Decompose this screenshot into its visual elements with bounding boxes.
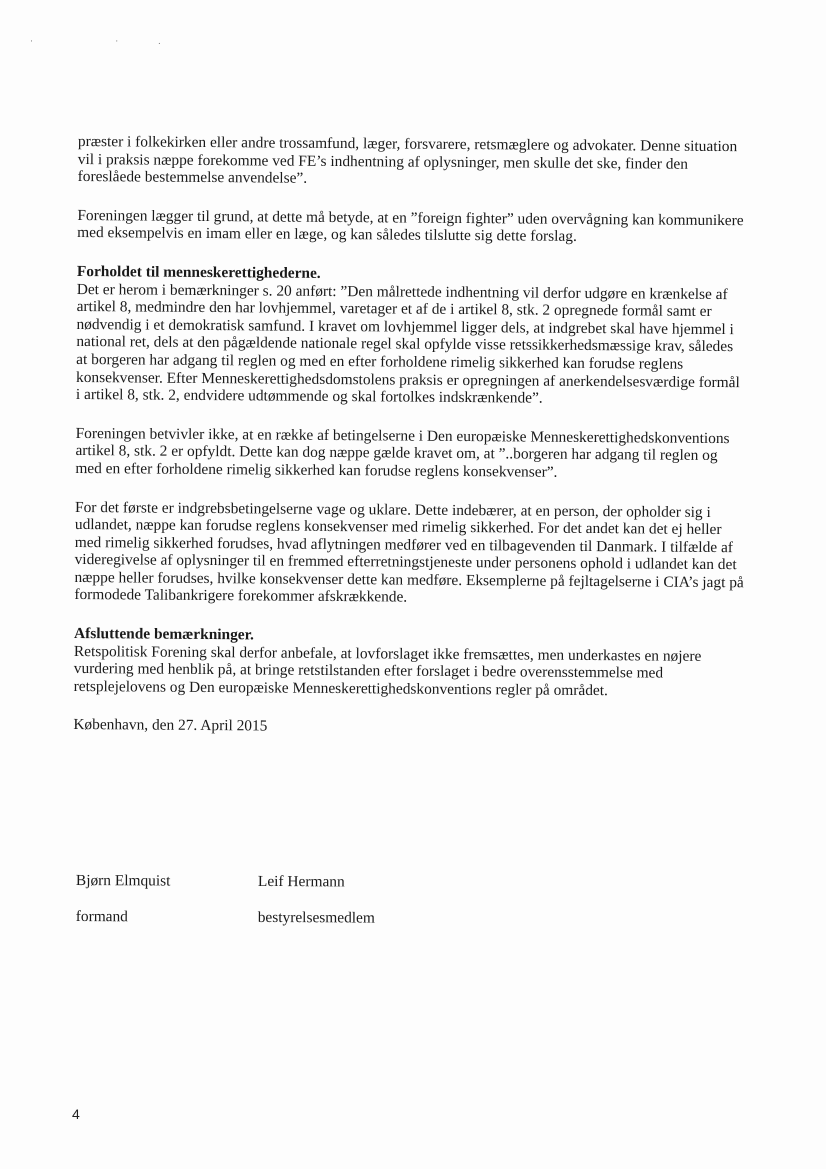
signatory-name: Leif Hermann (257, 872, 345, 891)
place-date: København, den 27. April 2015 (73, 716, 268, 735)
section-heading-human-rights: Forholdet til menneskerettighederne. (76, 262, 321, 282)
signatory-name: Bjørn Elmquist (75, 872, 171, 890)
signatory (258, 873, 375, 928)
signatory-role: formand (75, 907, 128, 926)
paragraph-doubts: Foreningen betvivler ikke, at en række af betingelserne i Den europæiske Menneskerettighedskonventions artikel 8, stk. 2 er opfyldt. Dette kan dog næppe gælde kravet om, at ”..borgeren har adgang til reglen og med en efter forholdene rimelig sikkerhed kan forudse reglens konsekvenser”. (75, 424, 730, 481)
page-number: 4 (72, 1106, 80, 1122)
signatory (76, 872, 171, 926)
scan-specks: · ·. (30, 36, 201, 46)
paragraph-recommendation: Retspolitisk Forening skal derfor anbefale, at lovforslaget ikke fremsættes, men underkastes en nøjere vurdering med henblik på, at bringe retstilstanden efter forslaget i bedre overensstemmelse med retsplejelovens og Den europæiske Menneskerettighedskonventions regler på området. (73, 642, 702, 700)
signatory-role: bestyrelsesmedlem (257, 908, 375, 927)
section-closing (74, 625, 745, 701)
paragraph-vague-conditions: For det første er indgrebsbetingelserne vage og uklare. Dette indebærer, at en person, der opholder sig i udlandet, næppe kan forudse reglens konsekvenser med rimelig sikkerhed. For det andet kan det ej heller med rimelig sikkerhed forudses, hvad aflytningen medfører ved en tilbagevenden til Danmark. I tilfælde af videregivelse af oplysninger til en fremmed efterretningstjeneste under personens ophold i udlandet kan det næppe heller forudses, hvilke konsekvenser dette kan medføre. Eksemplerne på fejltagelserne i CIA’s jagt på formodede Talibankrigere forekommer afskrækkende. (74, 498, 744, 607)
paragraph-foreign-fighter: Foreningen lægger til grund, at dette må betyde, at en ”foreign fighter” uden overvågning kan kommunikere med eksempelvis en imam eller en læge, og kan således tilslutte sig dette forslag. (77, 206, 744, 246)
section-heading-closing: Afsluttende bemærkninger. (74, 625, 254, 644)
section-human-rights (76, 263, 747, 409)
paragraph-quote-remarks: Det er herom i bemærkninger s. 20 anført: ”Den målrettede indhentning vil derfor udgøre en krænkelse af artikel 8, medmindre den har lovhjemmel, varetager et af de i artikel 8, stk. 2 opregnede formål samt er nødvendig i et demokratisk samfund. I kravet om lovhjemmel ligger dels, at indgrebet skal have hjemmel i national ret, dels at den pågældende nationale regel skal opfylde visse retssikkerhedsmæssige krav, således at borgeren har adgang til reglen og med en efter forholdene rimelig sikkerhed kan forudse reglens konsekvenser. Efter Menneskerettighedsdomstolens praksis er opregningen af anerkendelsesværdige formål i artikel 8, stk. 2, endvidere udtømmende og skal fortolkes indskrænkende”. (75, 280, 740, 407)
signature-block (75, 872, 476, 927)
document-body (73, 133, 748, 760)
paragraph-continuation: præster i folkekirken eller andre trossamfund, læger, forsvarere, retsmæglere og advokater. Denne situation vil i praksis næppe forekomme ved FE’s indhentning af oplysninger, men skulle det ske, finder den foreslåede bestemmelse anvendelse”. (77, 133, 738, 187)
